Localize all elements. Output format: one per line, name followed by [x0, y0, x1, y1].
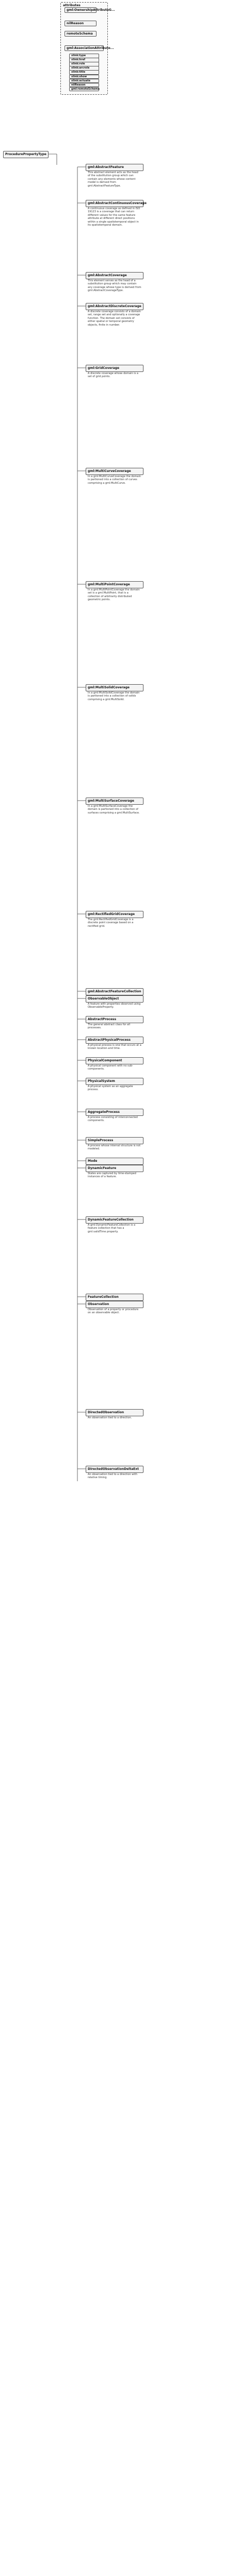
element-description: This element serves as the head of a substitution group which may contain any coverage whose type is derived from gml:AbstractCoverageType. — [88, 279, 141, 293]
nested-attribute-item[interactable] — [69, 87, 99, 92]
element-description: In a gml:MultiPointCoverage the domain set is a gml:MultiPoint, that is a collection of arbitrarily distributed geometric points. — [88, 588, 140, 602]
element-box[interactable] — [86, 1057, 143, 1064]
element-description: In a gml:MultiSolidCoverage the domain is partioned into a collection of solids comprising a gml:MultiSolid. — [88, 691, 140, 701]
element-label: AbstractProcess — [88, 1018, 117, 1021]
element-label: AbstractPhysicalProcess — [88, 1038, 131, 1042]
element-label: gml:AbstractDiscreteCoverage — [88, 304, 141, 308]
element-description: A physical process is one that occurs at a known location and time. — [88, 1044, 141, 1050]
element-label: PhysicalSystem — [88, 1079, 115, 1083]
element-label: Observation — [88, 1302, 109, 1306]
element-box[interactable] — [86, 1137, 143, 1144]
root-element-label: ProcedurePropertyType — [5, 152, 46, 156]
element-description: A process whose internal structure is not modeled. — [88, 1144, 141, 1151]
nested-attribute-label: xlink:type — [71, 54, 86, 57]
element-label: DirectedObservationDeltaExt — [88, 1467, 139, 1471]
nested-attribute-label: xlink:show — [71, 75, 87, 78]
element-label: DirectedObservation — [88, 1411, 124, 1414]
attribute-item-label: remoteSchema — [67, 32, 93, 36]
element-description: States are captured by time-stamped instances of a feature. — [88, 1172, 136, 1179]
attribute-item[interactable] — [65, 7, 115, 13]
nested-attribute-label: nilReason — [71, 83, 86, 87]
element-box[interactable] — [86, 581, 143, 588]
element-label: gml:MultiSolidCoverage — [88, 686, 130, 689]
element-box[interactable] — [86, 1216, 143, 1224]
element-label: DynamicFeatureCollection — [88, 1218, 134, 1222]
attribute-item[interactable] — [65, 21, 97, 26]
nested-attribute-label: xlink:href — [71, 58, 86, 62]
element-box[interactable] — [86, 200, 147, 207]
element-label: gml:AbstractCoverage — [88, 274, 127, 277]
element-label: Mode — [88, 1159, 98, 1163]
element-label: gml:GridCoverage — [88, 366, 120, 370]
nested-attribute-label: xlink:role — [71, 62, 85, 66]
element-label: SimpleProcess — [88, 1139, 114, 1142]
element-description: A physical system as an aggregate process. — [88, 1085, 133, 1092]
element-box[interactable] — [86, 1294, 143, 1301]
element-box[interactable] — [86, 468, 143, 475]
element-box[interactable] — [86, 1301, 143, 1308]
element-label: AggregateProcess — [88, 1110, 120, 1114]
attribute-item-label: gml:AssociationAttribute... — [67, 46, 114, 50]
element-description: A gml:DynamicFeatureCollection is a feature collection that has a gml:validTime property. — [88, 1224, 136, 1233]
element-label: gml:MultiPointCoverage — [88, 583, 130, 586]
element-box[interactable] — [86, 988, 143, 995]
element-description: An observation tied to a direction with relative timing. — [88, 1473, 137, 1480]
element-box[interactable] — [86, 684, 143, 691]
attribute-item[interactable] — [65, 31, 97, 37]
nested-attribute-label: gml:remoteSchema — [71, 87, 100, 91]
element-box[interactable] — [86, 164, 143, 171]
root-element[interactable] — [3, 151, 49, 158]
element-label: gml:AbstractFeature — [88, 165, 124, 169]
element-box[interactable] — [86, 1165, 143, 1172]
element-description: The gml:RectifiedGridCoverage is a discrete point coverage based on a rectified grid. — [88, 918, 134, 928]
element-box[interactable] — [86, 1158, 143, 1165]
attributes-title: attributes — [63, 4, 81, 7]
element-box[interactable] — [86, 1109, 143, 1116]
element-box[interactable] — [86, 798, 143, 805]
element-box[interactable] — [86, 272, 143, 279]
nested-attribute-item[interactable] — [69, 79, 99, 83]
element-label: ObservableObject — [88, 997, 119, 1001]
element-description: A process consisting of interconnected components. — [88, 1116, 138, 1123]
element-label: gml:AbstractContinuousCoverage — [88, 201, 147, 205]
element-box[interactable] — [86, 1466, 143, 1473]
nested-attribute-label: xlink:actuate — [71, 79, 90, 82]
element-box[interactable] — [86, 1016, 143, 1023]
element-description: This abstract element acts as the head of the substitution group which can contain any elements whose content model is derived from gml:AbstractFeatureType. — [88, 171, 138, 188]
element-box[interactable] — [86, 1409, 143, 1416]
element-box[interactable] — [86, 303, 143, 310]
element-description: In a gml:MultiSurfaceCoverage the domain is partioned into a collection of surfaces comprising a gml:MultiSurface. — [88, 805, 140, 815]
nested-attribute-item[interactable] — [69, 75, 99, 79]
nested-attribute-label: xlink:arcrole — [71, 66, 90, 70]
nested-attribute-item[interactable] — [69, 70, 99, 75]
nested-attribute-item[interactable] — [69, 83, 99, 88]
element-label: DynamicFeature — [88, 1166, 117, 1170]
element-description: A continuous coverage as defined in ISO 19123 is a coverage that can return different values for the same feature attribute at different direct positions within a single spatiotemporal object in its spatiotemporal domain. — [88, 207, 140, 227]
nested-attribute-label: xlink:title — [71, 71, 86, 74]
element-description: A discrete coverage whose domain is a set of grid points. — [88, 372, 138, 379]
element-label: FeatureCollection — [88, 1295, 119, 1299]
element-label: gml:AbstractFeatureCollection — [88, 990, 141, 993]
element-label: PhysicalComponent — [88, 1059, 122, 1062]
element-label: gml:RectifiedGridCoverage — [88, 912, 135, 916]
element-description: An observation tied to a direction. — [88, 1416, 132, 1419]
element-description: The general abstract class for all processes. — [88, 1023, 131, 1030]
element-box[interactable] — [86, 1037, 143, 1044]
element-label: gml:MultiCurveCoverage — [88, 469, 131, 473]
element-description: A feature with properties observed using ObservableProperty. — [88, 1003, 141, 1009]
attribute-item-label: gml:OwnershipAttributeG... — [67, 8, 115, 12]
element-box[interactable] — [86, 995, 143, 1003]
element-description: Observation of a property or procedure on an observable object. — [88, 1308, 139, 1315]
element-description: A discrete coverage consists of a domain set, range set and optionally a coverage function. The domain set consists of either spatial or temporal geometry objects, finite in number. — [88, 310, 141, 327]
attribute-item-label: nilReason — [67, 22, 84, 25]
element-box[interactable] — [86, 365, 143, 372]
element-box[interactable] — [86, 1078, 143, 1085]
attribute-item[interactable] — [65, 45, 114, 51]
element-description: A physical component with no sub-components. — [88, 1064, 133, 1071]
element-description: In a gml:MultiCurveCoverage the domain is partioned into a collection of curves comprising a gml:MultiCurve. — [88, 475, 141, 485]
element-box[interactable] — [86, 911, 143, 918]
element-label: gml:MultiSurfaceCoverage — [88, 799, 134, 803]
